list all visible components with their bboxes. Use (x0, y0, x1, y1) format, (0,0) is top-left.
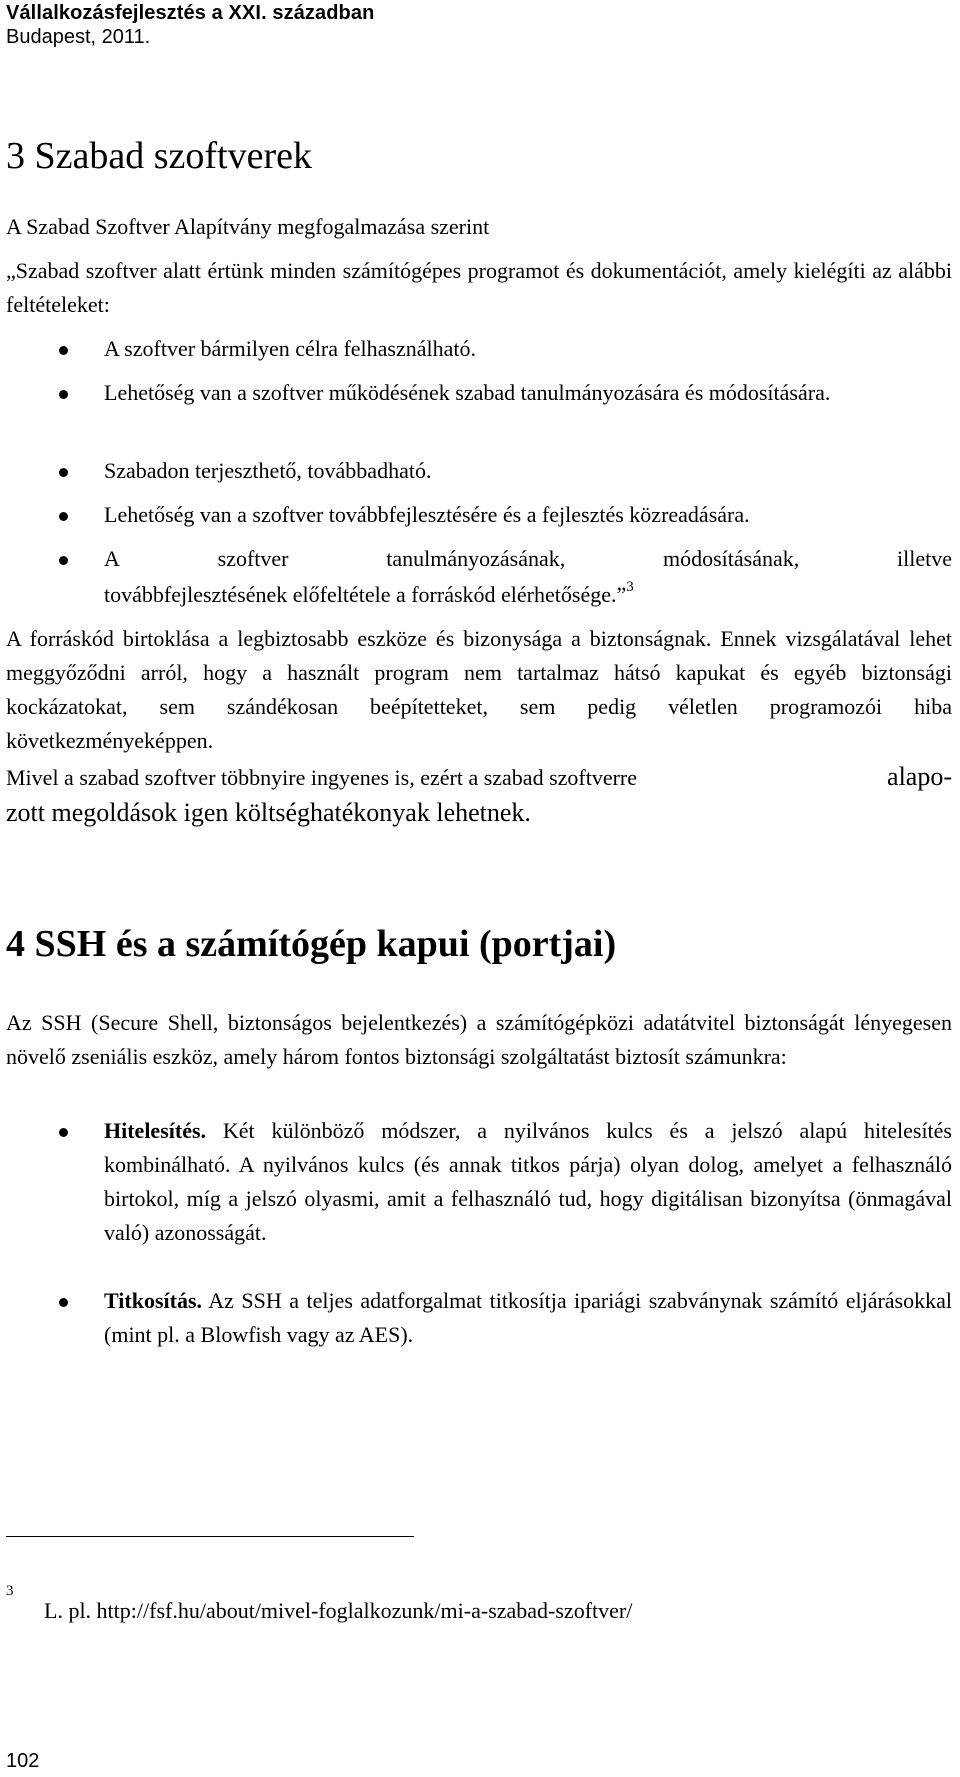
bullet-icon (59, 1298, 68, 1307)
list-item-text: Lehetőség van a szoftver továbbfejlesztésére és a fejlesztés közreadására. (104, 502, 750, 527)
list-item-description: Az SSH a teljes adatforgalmat titkosítja ipariági szabványnak számító eljárásokkal (mint pl. a Blowfish vagy az AES). (104, 1288, 952, 1347)
word: illetve (897, 546, 952, 571)
list-item-text: Szabadon terjeszthető, továbbadható. (104, 458, 432, 483)
list-item-text: A szoftver bármilyen célra felhasználható. (104, 336, 477, 361)
section-3-quote: „Szabad szoftver alatt értünk minden számítógépes programot és dokumentációt, amely kielégíti az alábbi feltételeket: (6, 258, 952, 317)
footnote-text: L. pl. http://fsf.hu/about/mivel-foglalkozunk/mi-a-szabad-szoftver/ (44, 1598, 633, 1623)
list-item-term: Titkosítás. (104, 1288, 203, 1313)
paragraph-text: alapo- (887, 762, 952, 791)
running-header-title: Vállalkozásfejlesztés a XXI. században (6, 2, 375, 24)
bullet-icon (59, 1128, 68, 1137)
list-item-text: továbbfejlesztésének előfeltétele a forráskód elérhetősége.” (104, 582, 627, 607)
footnote-reference: 3 (626, 579, 634, 595)
word: szoftver (217, 546, 289, 571)
bullet-icon (59, 512, 68, 521)
word: A (104, 546, 120, 571)
list-item-text: Lehetőség van a szoftver működésének szabad tanulmányozására és módosítására. (104, 380, 831, 405)
list-item-description: Két különböző módszer, a nyilvános kulcs és a jelszó alapú hitelesítés kombinálható. A nyilvános kulcs (és annak titkos párja) olyan dolog, amelyet a felhasználó birtokol, míg a jelszó olyasmi, amit a felhasználó tud, hogy digitálisan bizonyítsa (önmagával való) azonosságát. (104, 1118, 952, 1245)
footnote-number: 3 (6, 1583, 14, 1599)
list-item-text (104, 1114, 952, 1250)
word: tanulmányozásának, (386, 546, 566, 571)
section-3-paragraph-2 (6, 760, 952, 831)
section-3-intro: A Szabad Szoftver Alapítvány megfogalmazása szerint (6, 214, 490, 239)
list-item-text (104, 1284, 952, 1352)
list-item-text-line-2 (104, 578, 952, 612)
section-3-heading: 3 Szabad szoftverek (6, 135, 312, 177)
running-header-subtitle: Budapest, 2011. (6, 26, 151, 48)
section-4-intro: Az SSH (Secure Shell, biztonságos bejelentkezés) a számítógépközi adatátvitel biztonságát lényegesen növelő zseniális eszköz, amely három fontos biztonsági szolgáltatást biztosít számunkra: (6, 1010, 952, 1069)
word: módosításának, (663, 546, 800, 571)
section-4-heading: 4 SSH és a számítógép kapui (portjai) (6, 923, 617, 965)
paragraph-text: zott megoldások igen költséghatékonyak lehetnek. (6, 798, 531, 827)
bullet-icon (59, 556, 68, 565)
bullet-icon (59, 346, 68, 355)
page-number: 102 (6, 1750, 40, 1772)
bullet-icon (59, 468, 68, 477)
section-3-paragraph-1: A forráskód birtoklása a legbiztosabb eszköze és bizonysága a biztonságnak. Ennek vizsgálatával lehet meggyőződni arról, hogy a használt program nem tartalmaz hátsó kapukat és egyéb biztonsági kockázatokat, sem szándékosan beépítetteket, sem pedig véletlen programozói hiba következményeképpen. (6, 626, 952, 753)
list-item-text-line-1 (104, 542, 952, 576)
list-item-term: Hitelesítés. (104, 1118, 207, 1143)
bullet-icon (59, 390, 68, 399)
paragraph-text: Mivel a szabad szoftver többnyire ingyenes is, ezért a szabad szoftverre (6, 765, 638, 790)
footnote-separator (6, 1536, 414, 1537)
